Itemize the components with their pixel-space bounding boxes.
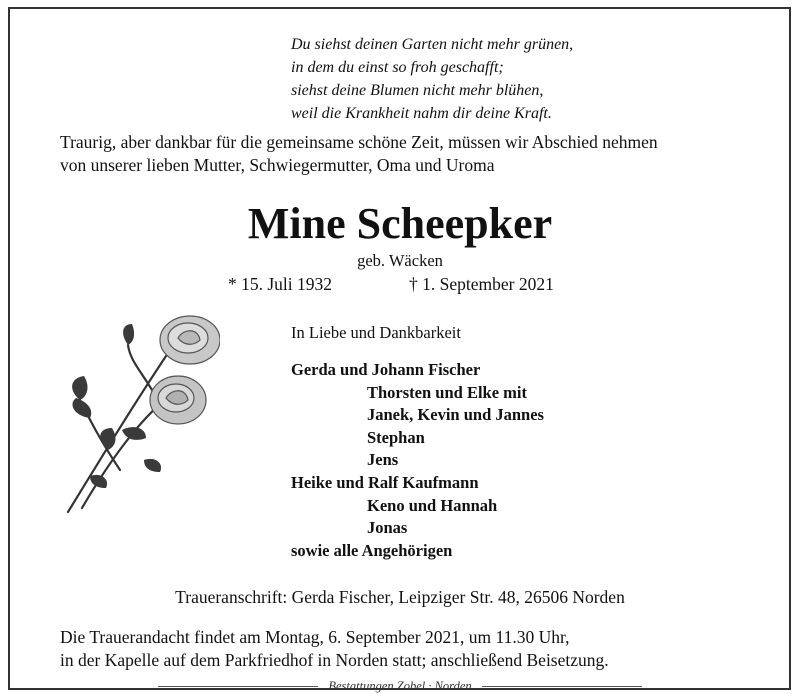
mourning-address: Traueranschrift: Gerda Fischer, Leipziger Str. 48, 26506 Norden (175, 587, 625, 607)
list-item: Stephan (367, 427, 425, 447)
list-item: Jens (367, 450, 399, 470)
birth-date: * 15. Juli 1932 (228, 274, 333, 294)
service-info (60, 626, 780, 672)
funeral-home-credit: Bestattungen Zobel · Norden (328, 678, 472, 693)
roses-icon (60, 300, 220, 520)
list-item: sowie alle Angehörigen (291, 540, 453, 560)
mourners-list (291, 359, 691, 562)
intro-text (60, 131, 760, 177)
list-item: Gerda und Johann Fischer (291, 360, 481, 379)
list-item: Jonas (367, 518, 408, 538)
list-item: Thorsten und Elke mit (367, 382, 527, 402)
list-item: Heike und Ralf Kaufmann (291, 472, 479, 492)
poem-line: Du siehst deinen Garten nicht mehr grünen, (291, 36, 574, 53)
closing-phrase: In Liebe und Dankbarkeit (291, 323, 461, 342)
deceased-name: Mine Scheepker (247, 199, 553, 248)
list-item: Keno und Hannah (367, 495, 498, 515)
poem-line: siehst deine Blumen nicht mehr blühen, (291, 82, 544, 99)
death-date: † 1. September 2021 (409, 274, 554, 294)
footer-rule-left (158, 686, 318, 687)
poem-line: in dem du einst so froh geschafft; (291, 59, 504, 76)
footer-rule-right (482, 686, 642, 687)
birth-name: geb. Wäcken (357, 251, 443, 270)
poem (291, 33, 711, 125)
intro-line: Traurig, aber dankbar für die gemeinsame schöne Zeit, müssen wir Abschied nehmen (60, 132, 658, 152)
poem-line: weil die Krankheit nahm dir deine Kraft. (291, 105, 552, 122)
footer (0, 677, 800, 695)
list-item: Janek, Kevin und Jannes (367, 405, 544, 425)
service-line: Die Trauerandacht findet am Montag, 6. September 2021, um 11.30 Uhr, (60, 627, 570, 647)
service-line: in der Kapelle auf dem Parkfriedhof in Norden statt; anschließend Beisetzung. (60, 650, 609, 670)
intro-line: von unserer lieben Mutter, Schwiegermutter, Oma und Uroma (60, 155, 495, 175)
